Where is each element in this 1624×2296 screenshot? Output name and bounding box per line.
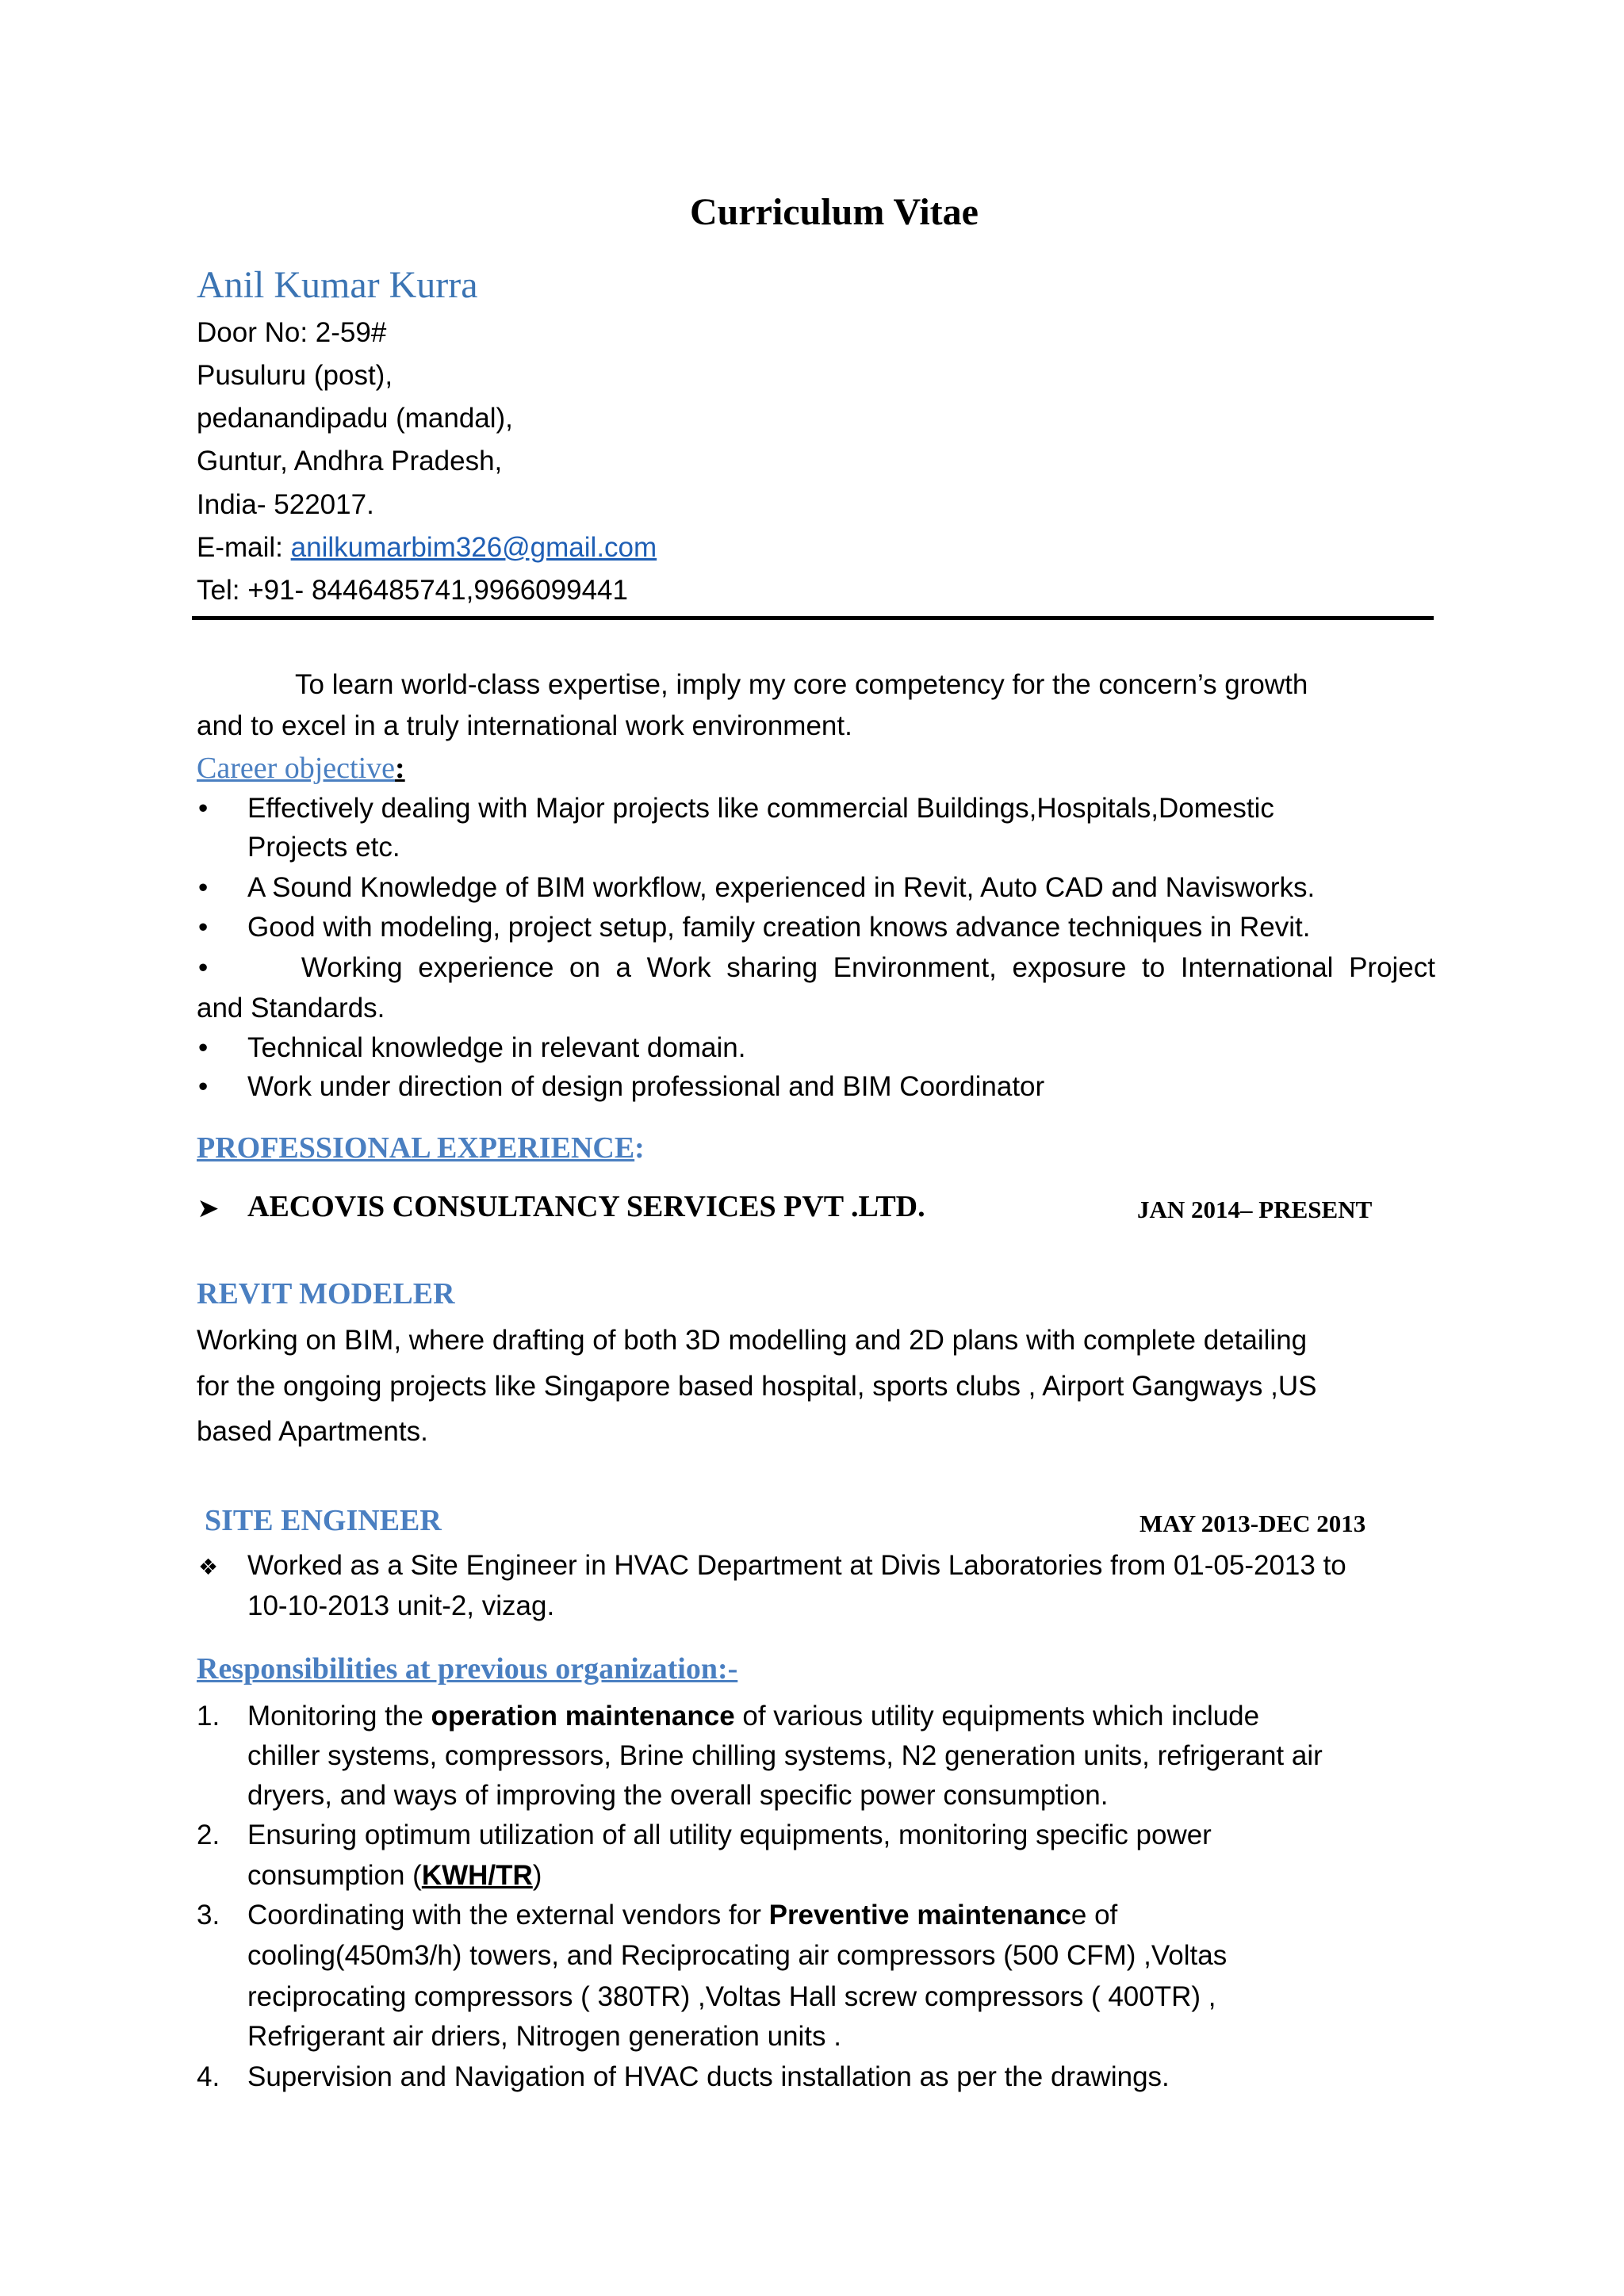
company-name: AECOVIS CONSULTANCY SERVICES PVT .LTD. (247, 1190, 925, 1223)
responsibility-line: consumption (KWH/TR) (247, 1860, 542, 1891)
responsibility-line: chiller systems, compressors, Brine chilling systems, N2 generation units, refrigerant air (247, 1740, 1323, 1771)
intro-text: To learn world-class expertise, imply my core competency for the concern’s growth (295, 669, 1308, 700)
email-line (197, 528, 657, 568)
role-description: for the ongoing projects like Singapore based hospital, sports clubs , Airport Gangways ,US (197, 1371, 1317, 1402)
role-dates: MAY 2013-DEC 2013 (1139, 1510, 1366, 1537)
responsibility-number: 4. (197, 2061, 220, 2092)
address-line: pedanandipadu (mandal), (197, 403, 513, 434)
career-bullet-continuation: and Standards. (197, 993, 385, 1024)
professional-experience-label: PROFESSIONAL EXPERIENCE (197, 1131, 635, 1165)
responsibility-line: Supervision and Navigation of HVAC ducts installation as per the drawings. (247, 2061, 1170, 2092)
responsibility-line: Monitoring the operation maintenance of various utility equipments which include (247, 1701, 1260, 1732)
career-bullet: • Good with modeling, project setup, family creation knows advance techniques in Revit. (198, 912, 1311, 943)
career-bullet-continuation: Projects etc. (247, 832, 400, 863)
email-link[interactable]: anilkumarbim326@gmail.com (290, 532, 657, 563)
career-bullet: • Working experience on a Work sharing Environment, exposure to International Project (198, 952, 1435, 983)
professional-experience-colon: : (634, 1131, 645, 1165)
career-bullet-text: Technical knowledge in relevant domain. (247, 1032, 746, 1063)
company-dates: JAN 2014– PRESENT (1137, 1196, 1373, 1223)
address-line: Pusuluru (post), (197, 360, 393, 391)
arrow-bullet-icon: ➤ (198, 1196, 219, 1222)
role-bullet-continuation: 10-10-2013 unit-2, vizag. (247, 1590, 555, 1621)
responsibility-number: 2. (197, 1820, 220, 1850)
role-description: Working on BIM, where drafting of both 3D modelling and 2D plans with complete detailing (197, 1325, 1308, 1356)
career-bullet: • Work under direction of design professional and BIM Coordinator (198, 1071, 1045, 1102)
career-bullet-text: Work under direction of design professional and BIM Coordinator (247, 1071, 1045, 1102)
address-line: India- 522017. (197, 489, 374, 520)
career-bullet-text: Good with modeling, project setup, family creation knows advance techniques in Revit. (247, 912, 1311, 943)
career-objective-colon: : (395, 752, 405, 785)
professional-experience-heading (197, 1131, 645, 1165)
responsibility-line: Coordinating with the external vendors for Preventive maintenance of (247, 1900, 1118, 1931)
career-objective-heading (197, 748, 405, 788)
role-title: SITE ENGINEER (205, 1504, 442, 1537)
email-label: E-mail: (197, 532, 283, 563)
responsibility-line: Ensuring optimum utilization of all utility equipments, monitoring specific power (247, 1820, 1212, 1850)
career-bullet-text: A Sound Knowledge of BIM workflow, experienced in Revit, Auto CAD and Navisworks. (247, 872, 1316, 903)
responsibility-line: reciprocating compressors ( 380TR) ,Voltas Hall screw compressors ( 400TR) , (247, 1981, 1216, 2012)
role-bullet (198, 1546, 1346, 1587)
responsibility-line: Refrigerant air driers, Nitrogen generation units . (247, 2021, 841, 2052)
company-row (198, 1189, 925, 1224)
career-objective-label: Career objective (197, 752, 396, 785)
telephone-line: Tel: +91- 8446485741,9966099441 (197, 575, 628, 606)
career-bullet-text: Effectively dealing with Major projects like commercial Buildings,Hospitals,Domestic (247, 793, 1274, 824)
career-bullet: • A Sound Knowledge of BIM workflow, experienced in Revit, Auto CAD and Navisworks. (198, 872, 1316, 903)
role-description: based Apartments. (197, 1416, 428, 1447)
address-line: Door No: 2-59# (197, 317, 387, 348)
responsibility-number: 1. (197, 1701, 220, 1732)
bold-phrase: Preventive maintenanc (768, 1900, 1071, 1931)
career-bullet: • Effectively dealing with Major projects like commercial Buildings,Hospitals,Domestic (198, 793, 1274, 824)
role-bullet-text: Worked as a Site Engineer in HVAC Department at Divis Laboratories from 01-05-2013 to (247, 1550, 1346, 1581)
bold-phrase: operation maintenance (431, 1701, 735, 1732)
diamond-bullet-icon: ❖ (198, 1555, 219, 1579)
responsibility-number: 3. (197, 1900, 220, 1931)
applicant-name: Anil Kumar Kurra (197, 264, 478, 306)
responsibility-line: cooling(450m3/h) towers, and Reciprocating air compressors (500 CFM) ,Voltas (247, 1940, 1228, 1971)
career-bullet: • Technical knowledge in relevant domain. (198, 1032, 746, 1063)
responsibility-line: dryers, and ways of improving the overall specific power consumption. (247, 1780, 1109, 1811)
career-bullet-text: Working experience on a Work sharing Environment, exposure to International Project (301, 952, 1435, 983)
role-title: REVIT MODELER (197, 1277, 455, 1311)
header-divider (192, 616, 1434, 620)
intro-text: and to excel in a truly international work environment. (197, 710, 852, 741)
document-title: Curriculum Vitae (690, 191, 979, 233)
address-line: Guntur, Andhra Pradesh, (197, 446, 503, 476)
bold-phrase: KWH/TR (421, 1860, 533, 1891)
responsibilities-heading: Responsibilities at previous organization:- (197, 1652, 738, 1686)
